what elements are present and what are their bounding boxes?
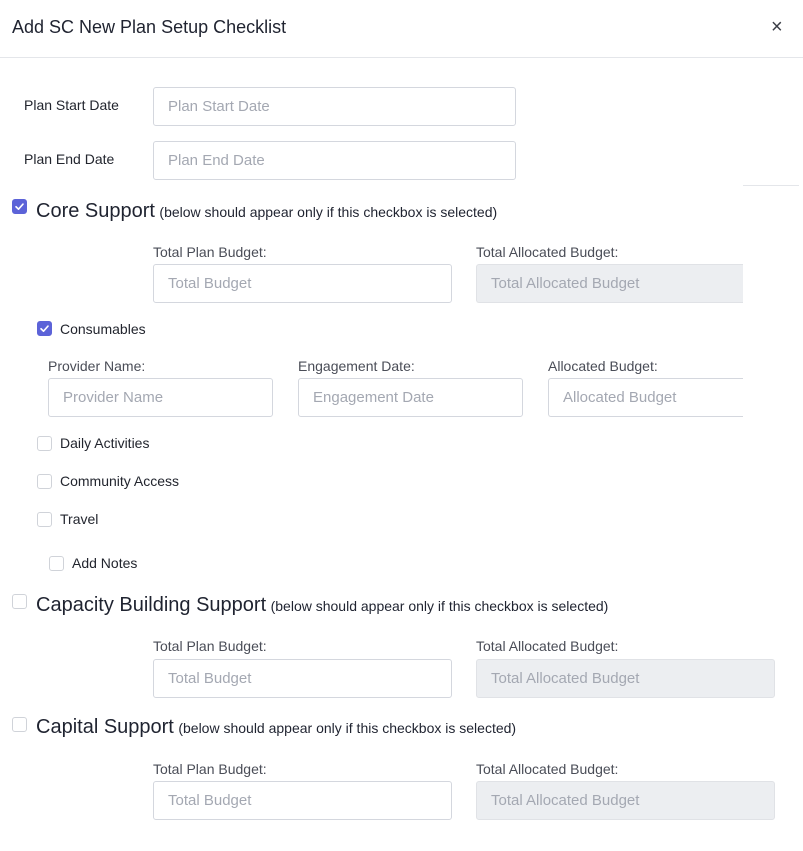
- capacity-support-checkbox[interactable]: [12, 594, 27, 609]
- capital-total-allocated-input[interactable]: [476, 781, 775, 820]
- plan-start-date-label: Plan Start Date: [24, 97, 119, 113]
- capital-support-title: Capital Support: [36, 716, 174, 738]
- capacity-total-allocated-input[interactable]: [476, 659, 775, 698]
- capital-total-budget-input[interactable]: [153, 781, 452, 820]
- core-support-heading: [36, 200, 497, 223]
- capital-support-checkbox[interactable]: [12, 717, 27, 732]
- consumables-checkbox[interactable]: [37, 321, 52, 336]
- add-notes-checkbox[interactable]: [49, 556, 64, 571]
- core-support-note: (below should appear only if this checkbox is selected): [159, 204, 498, 220]
- capacity-total-plan-budget-label: Total Plan Budget:: [153, 638, 267, 654]
- core-total-budget-input[interactable]: [153, 264, 452, 303]
- plan-end-date-input[interactable]: [153, 141, 516, 180]
- travel-checkbox[interactable]: [37, 512, 52, 527]
- capacity-support-title: Capacity Building Support: [36, 594, 267, 616]
- plan-end-date-label: Plan End Date: [24, 151, 115, 167]
- close-icon[interactable]: ×: [771, 16, 783, 38]
- check-icon: [14, 201, 25, 212]
- core-support-checkbox[interactable]: [12, 199, 27, 214]
- capital-total-plan-budget-label: Total Plan Budget:: [153, 761, 267, 777]
- community-access-label: Community Access: [60, 473, 180, 489]
- capacity-total-allocated-label: Total Allocated Budget:: [476, 638, 619, 654]
- consumables-label: Consumables: [60, 321, 146, 337]
- capital-support-note: (below should appear only if this checkbox is selected): [178, 720, 517, 736]
- travel-label: Travel: [60, 511, 99, 527]
- capacity-support-heading: [36, 594, 608, 617]
- core-total-plan-budget-label: Total Plan Budget:: [153, 244, 267, 260]
- provider-name-label: Provider Name:: [48, 358, 146, 374]
- core-support-title: Core Support: [36, 200, 155, 222]
- capacity-support-note: (below should appear only if this checkbox is selected): [270, 598, 609, 614]
- provider-name-input[interactable]: [48, 378, 273, 417]
- daily-activities-label: Daily Activities: [60, 435, 150, 451]
- capital-support-heading: [36, 716, 516, 739]
- daily-activities-checkbox[interactable]: [37, 436, 52, 451]
- core-total-allocated-label: Total Allocated Budget:: [476, 244, 619, 260]
- modal-title: Add SC New Plan Setup Checklist: [12, 17, 287, 37]
- allocated-budget-input[interactable]: [548, 378, 743, 417]
- allocated-budget-label: Allocated Budget:: [548, 358, 658, 374]
- engagement-date-label: Engagement Date:: [298, 358, 415, 374]
- core-total-allocated-input[interactable]: [476, 264, 743, 303]
- add-notes-label: Add Notes: [72, 555, 138, 571]
- engagement-date-input[interactable]: [298, 378, 523, 417]
- check-icon: [39, 323, 50, 334]
- community-access-checkbox[interactable]: [37, 474, 52, 489]
- capital-total-allocated-label: Total Allocated Budget:: [476, 761, 619, 777]
- plan-start-date-input[interactable]: [153, 87, 516, 126]
- divider: [743, 185, 799, 186]
- capacity-total-budget-input[interactable]: [153, 659, 452, 698]
